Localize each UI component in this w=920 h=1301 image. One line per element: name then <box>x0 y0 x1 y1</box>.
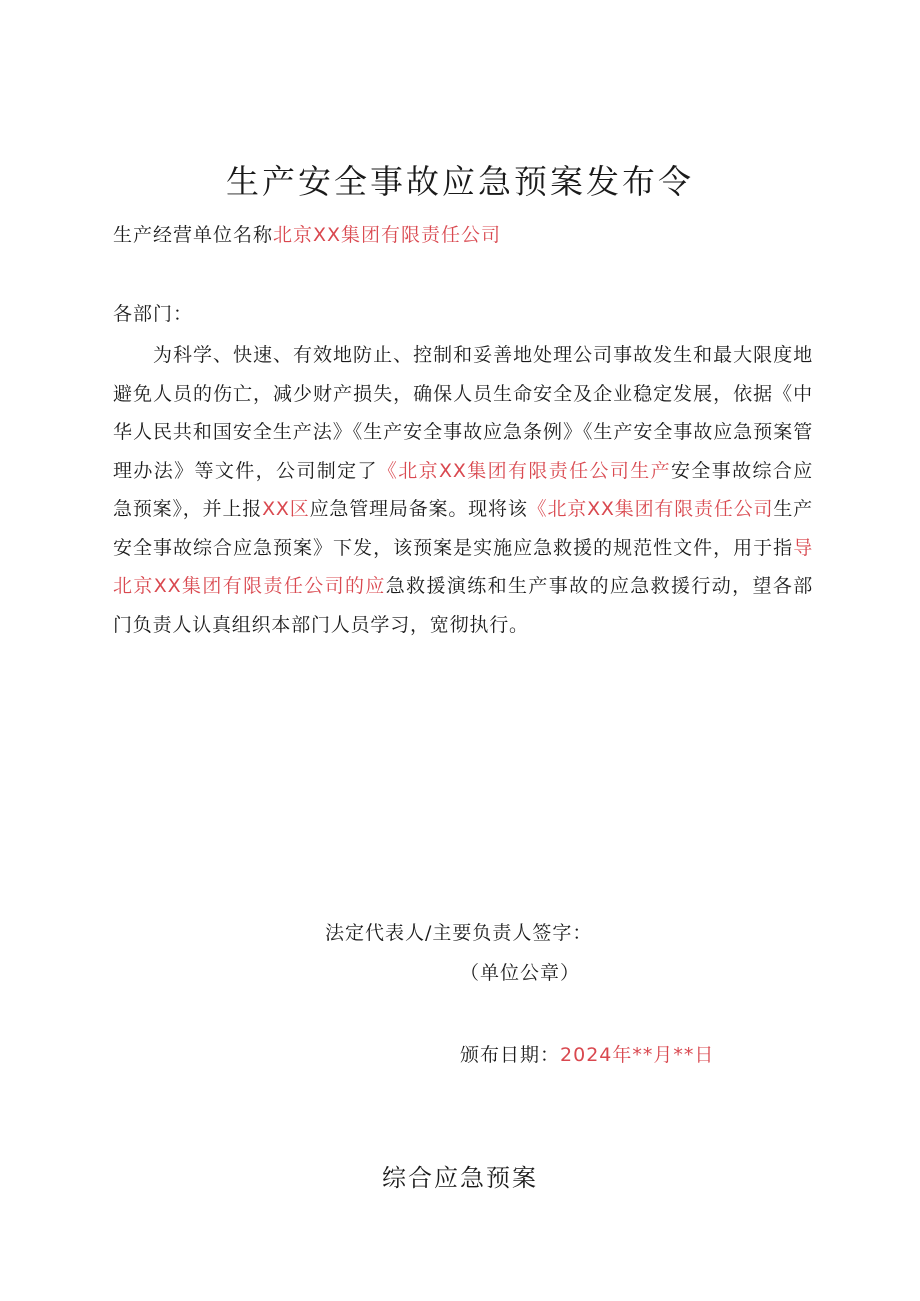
company-name-highlight: 导北京XX集团有限责任公司的应 <box>113 536 813 597</box>
signature-label: 法定代表人/主要负责人签字： <box>325 922 593 944</box>
issue-date-label: 颁布日期： <box>460 1044 561 1066</box>
unit-name-label: 生产经营单位名称 <box>113 224 274 246</box>
issue-date-value: 2024年**月**日 <box>560 1044 715 1066</box>
body-text-part: 急救援演练和生产事故的应急救援行动，望各部门负责人认真组织本部门人员学习，宽彻执行。 <box>113 575 813 636</box>
district-highlight: XX区 <box>262 498 310 520</box>
body-text-part: 为科学、快速、有效地防止、控制和妥善地处理公司事故发生和最大限度地避免人员的伤亡，减少财产损失，确保人员生命安全及企业稳定发展，依据《中华人民共和国安全生产法》《生产安全事故应急条例》《生产安全事故应急预案管理办法》等文件，公司制定了 <box>113 344 813 482</box>
body-paragraph <box>113 336 813 644</box>
unit-name-value: 北京XX集团有限责任公司 <box>273 224 502 246</box>
plan-name-highlight: 《北京XX集团有限责任公司生产 <box>377 459 671 482</box>
salutation: 各部门： <box>113 303 194 325</box>
body-text-part: 安全事故综合应急预案》，并上报 <box>113 459 813 520</box>
document-title: 生产安全事故应急预案发布令 <box>226 162 694 201</box>
unit-name-line <box>113 220 501 247</box>
section-title: 综合应急预案 <box>382 1164 538 1192</box>
body-text-part: 生产安全事故综合应急预案》下发，该预案是实施应急救援的规范性文件，用于指 <box>113 498 813 559</box>
body-text-part: 应急管理局备案。现将该 <box>309 498 528 520</box>
issue-date-line <box>460 1040 714 1067</box>
plan-name-highlight: 《北京XX集团有限责任公司 <box>527 498 774 520</box>
seal-label: （单位公章） <box>460 962 581 984</box>
